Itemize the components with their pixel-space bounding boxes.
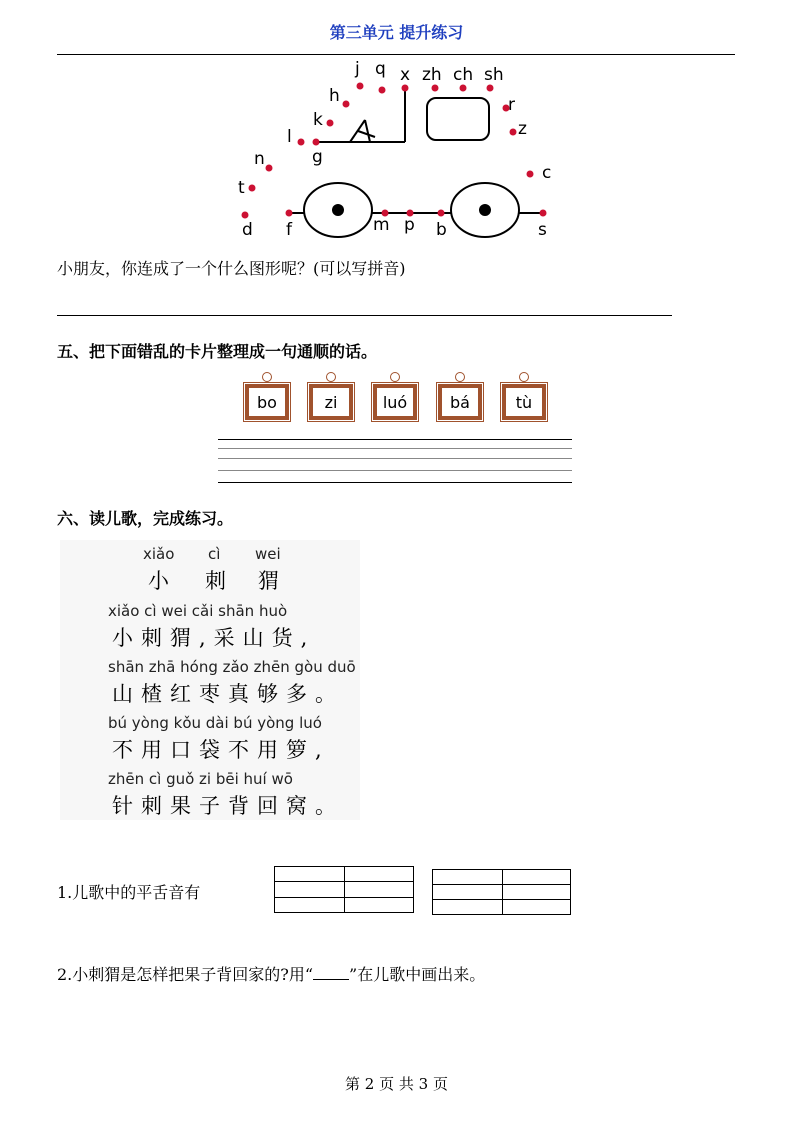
card-frame bbox=[371, 382, 419, 422]
question-2-suffix: ”在儿歌中画出来。 bbox=[349, 965, 486, 984]
poem-line4-hanzi: 针刺果子背回窝。 bbox=[112, 794, 344, 818]
writing-line-3 bbox=[218, 458, 572, 459]
card-hook-icon bbox=[262, 372, 272, 382]
writing-line-1[interactable] bbox=[218, 439, 572, 440]
dot-s[interactable] bbox=[540, 210, 547, 217]
page-header-title: 第三单元 提升练习 bbox=[329, 23, 464, 42]
letter-sh: sh bbox=[484, 65, 504, 85]
letter-d: d bbox=[242, 220, 253, 240]
dot-q[interactable] bbox=[379, 87, 386, 94]
letter-b: b bbox=[436, 220, 447, 240]
letter-g: g bbox=[312, 147, 323, 167]
poem-line1-hanzi: 小刺猬,采山货, bbox=[112, 626, 316, 650]
dot-ch[interactable] bbox=[460, 85, 467, 92]
letter-n: n bbox=[254, 149, 265, 169]
dot-zh[interactable] bbox=[432, 85, 439, 92]
connect-dots-figure bbox=[230, 58, 560, 243]
header-rule bbox=[57, 54, 735, 55]
card-hook-icon bbox=[390, 372, 400, 382]
letter-h: h bbox=[329, 86, 340, 106]
dot-t[interactable] bbox=[249, 185, 256, 192]
card-label: tù bbox=[502, 384, 546, 420]
answer-grid-2-divider bbox=[502, 870, 503, 914]
writing-line-4 bbox=[218, 470, 572, 471]
section5-title: 五、把下面错乱的卡片整理成一句通顺的话。 bbox=[57, 342, 378, 361]
dot-sh[interactable] bbox=[487, 85, 494, 92]
dot-j[interactable] bbox=[357, 83, 364, 90]
card-label: zi bbox=[309, 384, 353, 420]
card-hook-icon bbox=[455, 372, 465, 382]
letter-j: j bbox=[355, 59, 360, 79]
answer-grid-1[interactable] bbox=[274, 866, 414, 913]
poem-title-pinyin-2: cì bbox=[208, 545, 221, 563]
card-frame bbox=[500, 382, 548, 422]
card-frame bbox=[436, 382, 484, 422]
poem-title-hanzi-3: 猬 bbox=[258, 569, 279, 593]
rear-wheel-hub bbox=[479, 204, 491, 216]
front-wheel-hub bbox=[332, 204, 344, 216]
poem-line4-pinyin: zhēn cì guǒ zi bēi huí wō bbox=[108, 770, 293, 788]
answer-grid-2-line-b bbox=[433, 899, 570, 900]
card-hook-icon bbox=[326, 372, 336, 382]
dot-g[interactable] bbox=[313, 139, 320, 146]
car-seat-line-2 bbox=[365, 120, 370, 142]
letter-x: x bbox=[400, 65, 411, 85]
dot-k[interactable] bbox=[327, 120, 334, 127]
letter-s: s bbox=[538, 220, 547, 240]
poem-title-pinyin-3: wei bbox=[255, 545, 281, 563]
poem-line1-pinyin: xiǎo cì wei cǎi shān huò bbox=[108, 602, 288, 620]
question-2 bbox=[57, 962, 485, 985]
letter-z: z bbox=[518, 119, 527, 139]
card-frame bbox=[307, 382, 355, 422]
poem-title-hanzi-2: 刺 bbox=[205, 569, 226, 593]
dot-f[interactable] bbox=[286, 210, 293, 217]
question-1: 1.儿歌中的平舌音有 bbox=[57, 883, 201, 902]
letter-f: f bbox=[286, 220, 292, 240]
letter-zh: zh bbox=[422, 65, 442, 85]
card-label: bá bbox=[438, 384, 482, 420]
letter-m: m bbox=[373, 215, 390, 235]
dot-n[interactable] bbox=[266, 165, 273, 172]
dot-c[interactable] bbox=[527, 171, 534, 178]
letter-k: k bbox=[313, 110, 323, 130]
writing-line-2 bbox=[218, 448, 572, 449]
card-label: bo bbox=[245, 384, 289, 420]
answer-grid-1-line-b bbox=[275, 897, 413, 898]
letter-l: l bbox=[287, 127, 292, 147]
dot-h[interactable] bbox=[343, 101, 350, 108]
answer-grid-1-line-a bbox=[275, 881, 413, 882]
poem-line3-pinyin: bú yòng kǒu dài bú yòng luó bbox=[108, 714, 322, 732]
card-hook-icon bbox=[519, 372, 529, 382]
connect-dots-question: 小朋友，你连成了一个什么图形呢？(可以写拼音) bbox=[57, 259, 406, 278]
poem-line2-hanzi: 山楂红枣真够多。 bbox=[112, 682, 344, 706]
poem-line3-hanzi: 不用口袋不用箩, bbox=[112, 738, 330, 762]
question-2-prefix: 2.小刺猬是怎样把果子背回家的?用“ bbox=[57, 965, 314, 984]
card-row bbox=[243, 372, 563, 432]
writing-line-5 bbox=[218, 482, 572, 483]
answer-grid-2-line-a bbox=[433, 884, 570, 885]
car-window bbox=[427, 98, 489, 140]
letter-r: r bbox=[508, 95, 515, 115]
poem-title-hanzi-1: 小 bbox=[148, 569, 169, 593]
car-seat-line-1 bbox=[350, 120, 365, 142]
car-seat-line-3 bbox=[358, 131, 375, 137]
answer-grid-1-divider bbox=[344, 867, 345, 912]
letter-ch: ch bbox=[453, 65, 474, 85]
letter-q: q bbox=[375, 59, 386, 79]
card-frame bbox=[243, 382, 291, 422]
poem-title-pinyin-1: xiǎo bbox=[143, 545, 175, 563]
section6-title: 六、读儿歌，完成练习。 bbox=[57, 509, 234, 528]
answer-grid-2[interactable] bbox=[432, 869, 571, 915]
dot-b[interactable] bbox=[438, 210, 445, 217]
page-footer: 第 2 页 共 3 页 bbox=[345, 1075, 448, 1093]
letter-t: t bbox=[238, 178, 245, 198]
dot-l[interactable] bbox=[298, 139, 305, 146]
answer-line-shape[interactable] bbox=[57, 315, 672, 316]
letter-p: p bbox=[404, 215, 415, 235]
card-label: luó bbox=[373, 384, 417, 420]
underline-blank-marker bbox=[313, 965, 349, 980]
letter-c: c bbox=[542, 163, 552, 183]
dot-d[interactable] bbox=[242, 212, 249, 219]
dot-z[interactable] bbox=[510, 129, 517, 136]
poem-line2-pinyin: shān zhā hóng zǎo zhēn gòu duō bbox=[108, 658, 356, 676]
dot-x[interactable] bbox=[402, 85, 409, 92]
